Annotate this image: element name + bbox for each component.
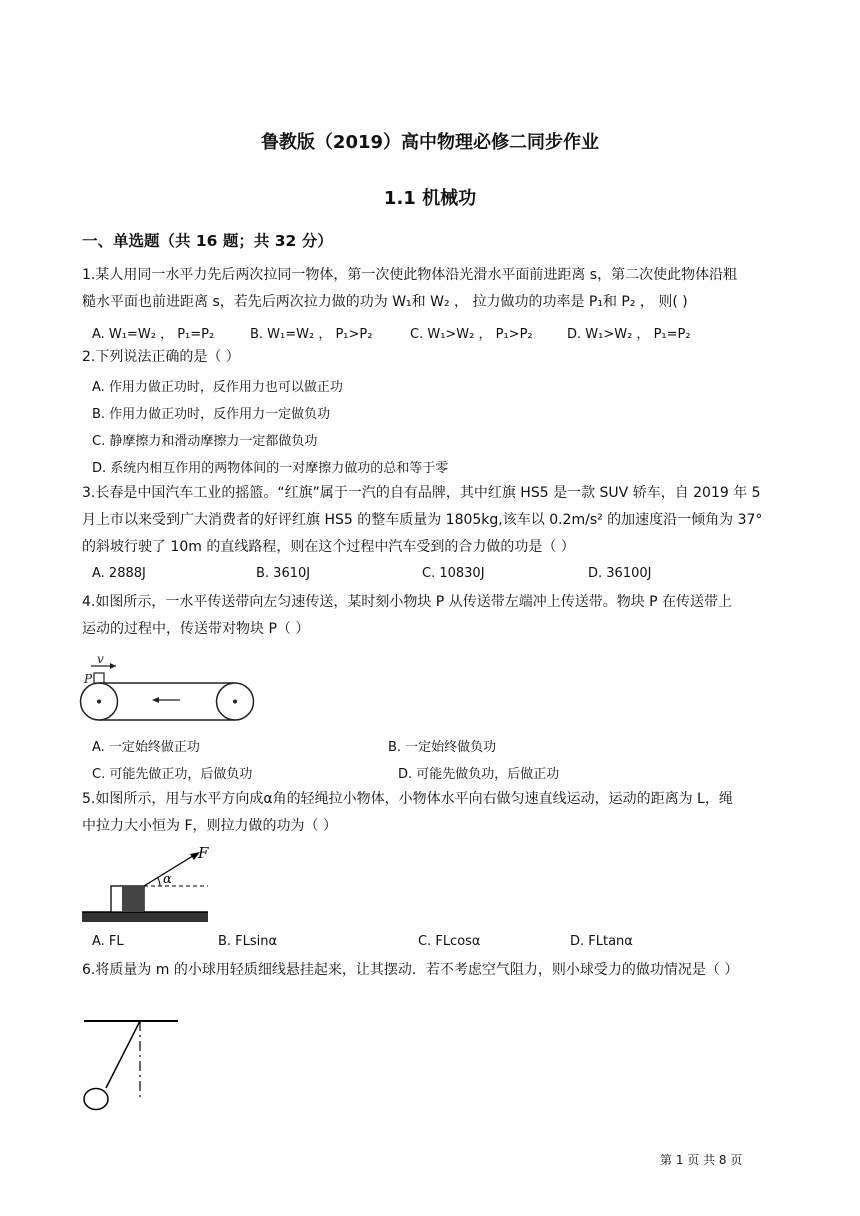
question-4-option-c: C. 可能先做正功，后做负功 [92,767,253,782]
question-3-line2: 月上市以来受到广大消费者的好评红旗 HS5 的整车质量为 1805kg,该车以 0.2m/s² 的加速度沿一倾角为 37° [82,512,763,528]
question-1-line1: 1.某人用同一水平力先后两次拉同一物体，第一次使此物体沿光滑水平面前进距离 s，第二次使此物体沿粗 [82,267,738,283]
velocity-arrowhead [110,663,116,669]
question-4-option-d: D. 可能先做负功，后做正功 [398,767,560,782]
question-1-option-b: B. W₁=W₂ ， P₁>P₂ [250,327,373,342]
question-2-option-b: B. 作用力做正功时，反作用力一定做负功 [92,407,331,422]
pendulum-ball [84,1089,108,1110]
section-subtitle: 1.1 机械功 [383,188,477,209]
question-6-stem: 6.将质量为 m 的小球用轻质细线悬挂起来，让其摆动．若不考虑空气阻力，则小球受力的做功情况是（ ） [82,962,739,978]
question-4-line1: 4.如图所示，一水平传送带向左匀速传送，某时刻小物块 P 从传送带左端冲上传送带。物块 P 在传送带上 [82,594,733,610]
question-3-line1: 3.长春是中国汽车工业的摇篮。“红旗”属于一汽的自有品牌，其中红旗 HS5 是一款 SUV 轿车，自 2019 年 5 [82,485,761,501]
left-pulley-axle [97,700,101,704]
section-heading: 一、单选题（共 16 题；共 32 分） [82,232,333,250]
pendulum-figure [78,1012,184,1114]
block-p [94,673,104,683]
angle-arc [158,878,160,886]
question-5-line1: 5.如图所示，用与水平方向成α角的轻绳拉小物体，小物体水平向右做匀速直线运动，运动的距离为 L，绳 [82,791,733,807]
question-5-option-a: A. FL [92,934,124,949]
block-p-label: P [84,672,93,686]
page-footer: 第 1 页 共 8 页 [660,1153,743,1167]
question-4-option-a: A. 一定始终做正功 [92,740,200,755]
pendulum-string [106,1021,140,1088]
question-5-line2: 中拉力大小恒为 F，则拉力做的功为（ ） [82,818,337,834]
question-2-stem: 2.下列说法正确的是（ ） [82,349,240,365]
belt-direction-arrowhead [152,697,159,703]
right-pulley-axle [233,700,237,704]
velocity-label: v [97,652,104,666]
question-2-option-c: C. 静摩擦力和滑动摩擦力一定都做负功 [92,434,318,449]
question-3-option-d: D. 36100J [588,566,652,581]
question-2-option-a: A. 作用力做正功时，反作用力也可以做正功 [92,380,343,395]
angle-label: α [163,872,172,887]
question-3-option-b: B. 3610J [256,566,311,581]
conveyor-belt-figure [78,650,260,726]
ground-hatching [82,912,208,922]
question-1-option-d: D. W₁>W₂ ， P₁=P₂ [567,327,691,342]
question-4-option-b: B. 一定始终做负功 [388,740,497,755]
question-5-option-b: B. FLsinα [218,934,278,949]
question-1-option-a: A. W₁=W₂ ， P₁=P₂ [92,327,215,342]
question-3-option-a: A. 2888J [92,566,146,581]
question-5-option-c: C. FLcosα [418,934,481,949]
question-3-option-c: C. 10830J [422,566,485,581]
force-label: F [198,844,209,862]
pulled-block-figure [80,842,210,924]
question-2-option-d: D. 系统内相互作用的两物体间的一对摩擦力做功的总和等于零 [92,461,449,476]
question-1-option-c: C. W₁>W₂ ， P₁>P₂ [410,327,533,342]
question-5-option-d: D. FLtanα [570,934,633,949]
document-title: 鲁教版（2019）高中物理必修二同步作业 [260,132,600,153]
question-1-line2: 糙水平面也前进距离 s，若先后两次拉力做的功为 W₁和 W₂ ， 拉力做功的功率是 P₁和 P₂ ， 则( ) [82,294,688,310]
pulled-block-shading [122,886,144,912]
question-4-line2: 运动的过程中，传送带对物块 P（ ） [82,621,310,637]
question-3-line3: 的斜坡行驶了 10m 的直线路程，则在这个过程中汽车受到的合力做的功是（ ） [82,539,575,555]
